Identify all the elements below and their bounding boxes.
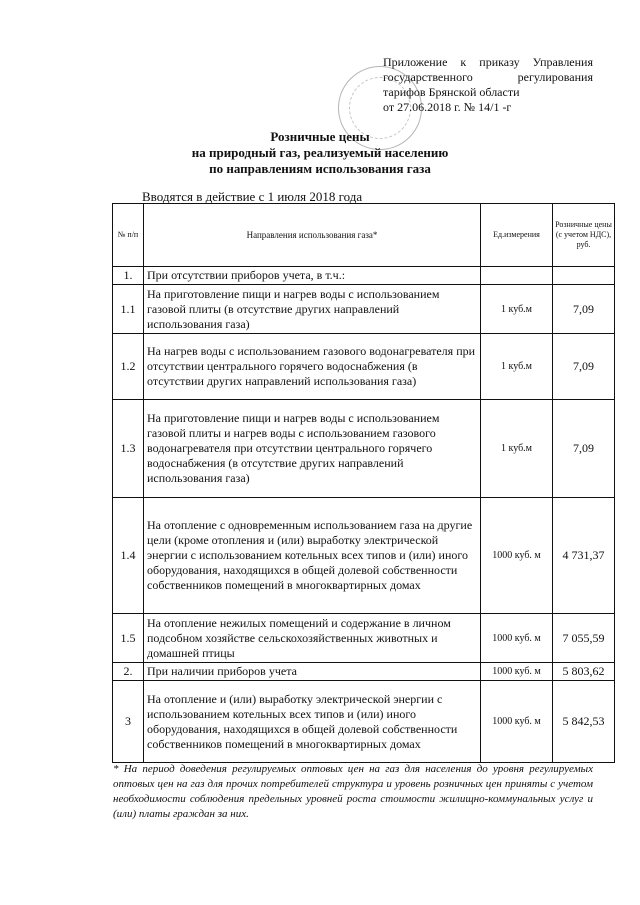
row-num: 1.2	[113, 334, 144, 400]
row-price	[553, 267, 615, 285]
table-row	[113, 614, 615, 663]
title-line-1: Розничные цены	[270, 129, 370, 144]
table-row	[113, 334, 615, 400]
row-text: На приготовление пищи и нагрев воды с использованием газовой плиты и нагрев воды с использованием газового водонагревателя при отсутствии центрального горячего водоснабжения (в отсутствие других направлений использования газа)	[144, 400, 481, 498]
row-unit	[481, 267, 553, 285]
header-line-2: государственного регулирования	[383, 70, 593, 84]
table-row	[113, 285, 615, 334]
table-row	[113, 400, 615, 498]
row-text: На отопление нежилых помещений и содержание в личном подсобном хозяйстве сельскохозяйственных животных и домашней птицы	[144, 614, 481, 663]
row-num: 1.5	[113, 614, 144, 663]
row-text: На приготовление пищи и нагрев воды с использованием газовой плиты (в отсутствие других направлений использования газа)	[144, 285, 481, 334]
row-price: 5 803,62	[553, 663, 615, 681]
row-unit: 1000 куб. м	[481, 663, 553, 681]
row-num: 2.	[113, 663, 144, 681]
row-text: На нагрев воды с использованием газового водонагревателя при отсутствии центрального горячего водоснабжения (в отсутствии других направлений использования газа)	[144, 334, 481, 400]
title-line-3: по направлениям использования газа	[209, 161, 431, 176]
row-price: 5 842,53	[553, 681, 615, 763]
row-price: 7,09	[553, 334, 615, 400]
row-text: При наличии приборов учета	[144, 663, 481, 681]
document-title	[150, 129, 490, 177]
title-line-2: на природный газ, реализуемый населению	[191, 145, 449, 160]
row-price: 4 731,37	[553, 498, 615, 614]
row-num: 1.3	[113, 400, 144, 498]
prices-table	[112, 203, 615, 763]
table-row	[113, 498, 615, 614]
row-unit: 1000 куб. м	[481, 681, 553, 763]
header-price: Розничные цены (с учетом НДС), руб.	[553, 204, 615, 267]
header-direction: Направления использования газа*	[144, 204, 481, 267]
table-row	[113, 681, 615, 763]
effective-date-text: Вводятся в действие с 1 июля 2018 года	[142, 189, 363, 204]
row-text: При отсутствии приборов учета, в т.ч.:	[144, 267, 481, 285]
row-text: На отопление с одновременным использованием газа на другие цели (кроме отопления и (или) выработку электрической энергии с использованием котельных всех типов и (или) иного оборудования, находящихся в общей долевой собственности собственников помещений в многоквартирных домах	[144, 498, 481, 614]
row-unit: 1000 куб. м	[481, 498, 553, 614]
row-price: 7 055,59	[553, 614, 615, 663]
row-num: 3	[113, 681, 144, 763]
row-unit: 1 куб.м	[481, 400, 553, 498]
row-text: На отопление и (или) выработку электрической энергии с использованием котельных всех типов и (или) иного оборудования, находящихся в общей долевой собственности собственников помещений в многоквартирных домах	[144, 681, 481, 763]
row-unit: 1 куб.м	[481, 334, 553, 400]
row-num: 1.1	[113, 285, 144, 334]
header-line-3: тарифов Брянской области	[383, 85, 520, 99]
table-row	[113, 663, 615, 681]
document-header	[383, 55, 593, 115]
row-unit: 1000 куб. м	[481, 614, 553, 663]
header-unit: Ед.измерения	[481, 204, 553, 267]
table-row	[113, 267, 615, 285]
row-num: 1.4	[113, 498, 144, 614]
footnote: * На период доведения регулируемых оптовых цен на газ для населения до уровня регулируемых оптовых цен на газ для прочих потребителей структура и уровень розничных цен приняты с учетом необходимости соблюдения предельных уровней роста стоимости жилищно-коммунальных услуг и (или) платы граждан за них.	[113, 763, 593, 820]
row-unit: 1 куб.м	[481, 285, 553, 334]
row-price: 7,09	[553, 400, 615, 498]
row-num: 1.	[113, 267, 144, 285]
header-num: № п/п	[113, 204, 144, 267]
table-header-row	[113, 204, 615, 267]
header-line-1: Приложение к приказу Управления	[383, 55, 593, 69]
header-line-4: от 27.06.2018 г. № 14/1 -г	[383, 100, 512, 114]
row-price: 7,09	[553, 285, 615, 334]
